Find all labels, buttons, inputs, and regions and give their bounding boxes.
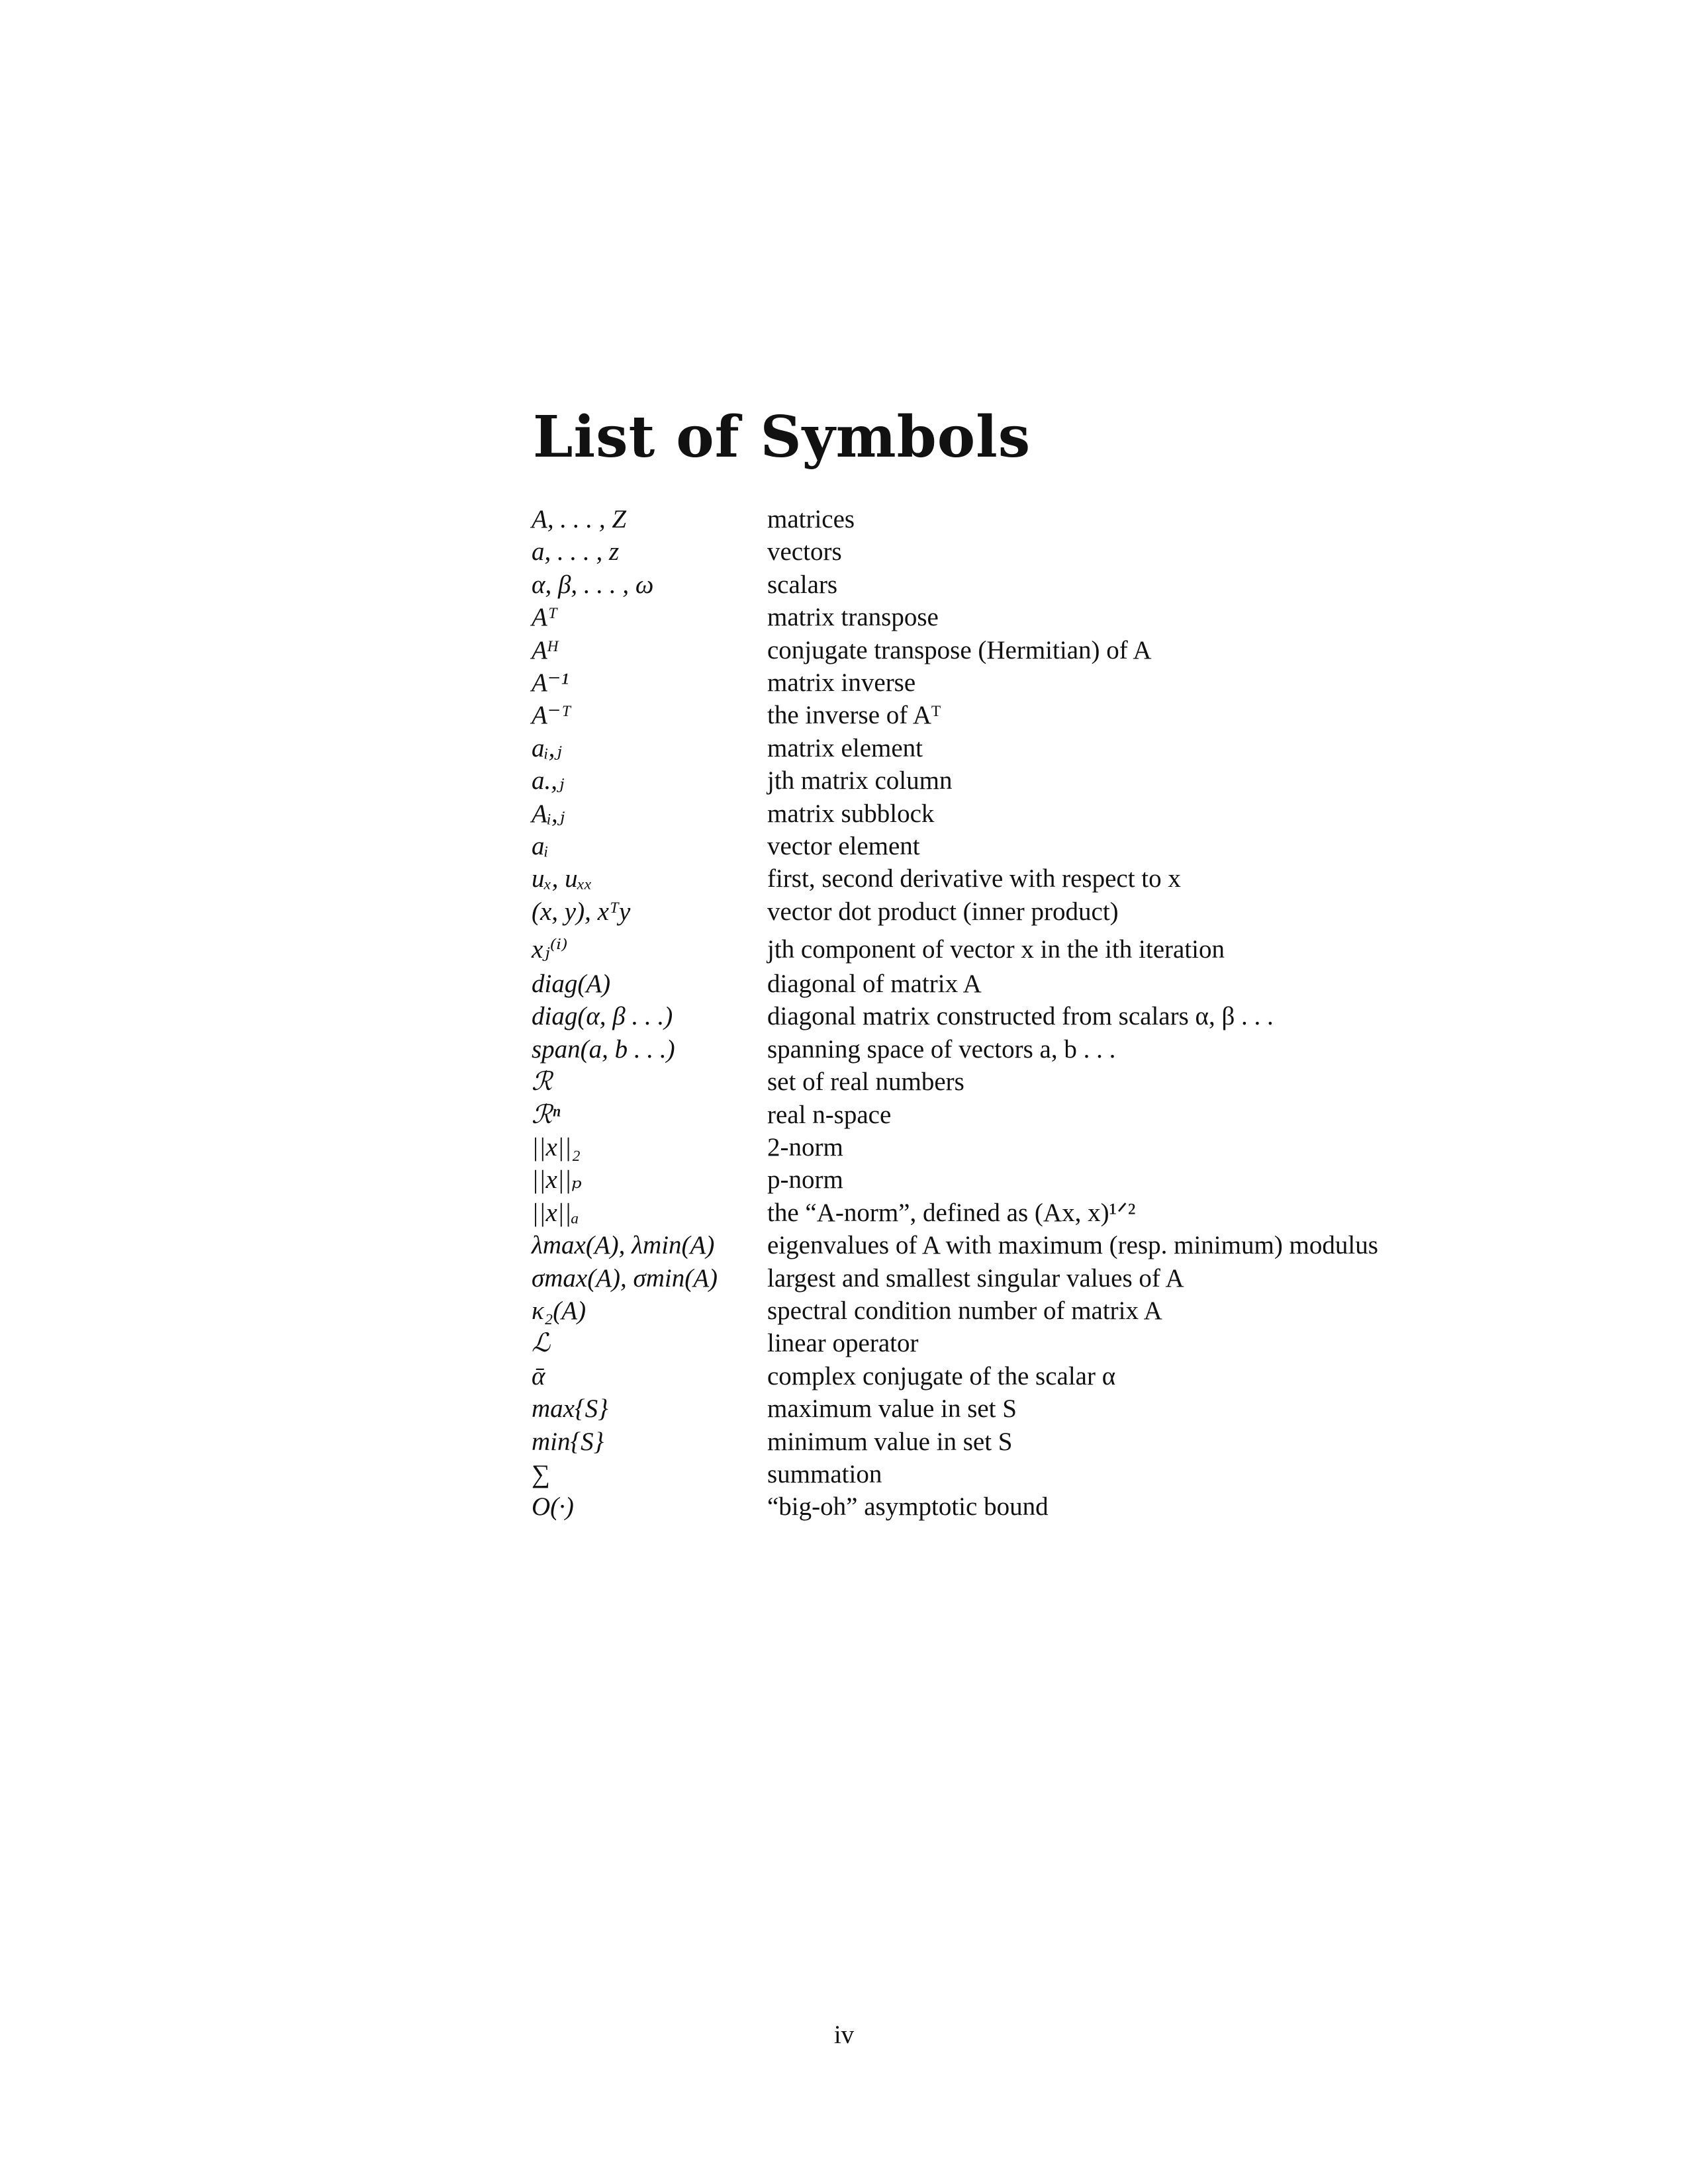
symbol: Aᵀ [532,603,557,632]
symbol-description: p-norm [767,1165,843,1195]
symbol: (x, y), xᵀy [532,897,631,926]
symbol-row [532,1458,1491,1490]
symbol-row [532,1327,1491,1359]
symbol-row [532,862,1491,895]
symbol: a.,ⱼ [532,766,565,796]
symbol: Aᴴ [532,635,557,664]
symbol-row [532,1099,1491,1131]
symbol-row [532,601,1491,633]
symbol-row [532,764,1491,797]
symbol-row [532,1033,1491,1066]
symbol-row [532,1490,1491,1523]
symbol-row [532,666,1491,699]
symbol-description: matrix transpose [767,603,939,632]
symbol: diag(A) [532,970,611,999]
symbol-row [532,699,1491,731]
symbol-row [532,797,1491,830]
symbol-description: “big-oh” asymptotic bound [767,1492,1049,1522]
symbol: span(a, b . . .) [532,1034,675,1064]
symbol-row [532,1262,1491,1295]
symbol: ℒ [532,1329,551,1358]
symbol: ᾱ [532,1361,545,1390]
symbol: λmax(A), λmin(A) [532,1231,715,1260]
symbol-description: jth matrix column [767,766,953,796]
symbol-row [532,895,1491,928]
symbol: σmax(A), σmin(A) [532,1263,718,1293]
symbol: a, . . . , z [532,537,620,567]
symbol-list [532,503,1491,1524]
symbol-description: diagonal matrix constructed from scalars α, β . . . [767,1002,1274,1031]
symbol-row [532,1295,1491,1327]
symbol-row [532,1131,1491,1163]
symbol-description: vector element [767,831,920,860]
symbol-description: scalars [767,570,838,599]
symbol-description: largest and smallest singular values of A [767,1263,1184,1293]
symbol-row [532,1066,1491,1098]
symbol-row [532,830,1491,862]
symbol: ℛⁿ [532,1100,561,1129]
symbol-description: complex conjugate of the scalar α [767,1361,1116,1390]
symbol-description: the inverse of Aᵀ [767,701,941,730]
symbol-row [532,1000,1491,1032]
symbol-description: vectors [767,537,842,567]
symbol-description: diagonal of matrix A [767,970,982,999]
symbol-description: spectral condition number of matrix A [767,1296,1162,1325]
symbol: aᵢ [532,831,549,860]
symbol-row [532,928,1491,968]
symbol: ||x||ₐ [532,1198,579,1227]
symbol-description: matrix element [767,733,923,762]
symbol-description: spanning space of vectors a, b . . . [767,1034,1116,1064]
symbol-row [532,569,1491,601]
symbol: O(·) [532,1492,574,1522]
symbol: max{S} [532,1394,608,1424]
symbol-row [532,732,1491,764]
symbol-description: the “A-norm”, defined as (Ax, x)¹ᐟ² [767,1198,1136,1227]
symbol: aᵢ,ⱼ [532,733,562,762]
symbol-description: real n-space [767,1100,892,1129]
symbol-row [532,1426,1491,1458]
symbol-description: matrix inverse [767,668,916,697]
symbol-row [532,1197,1491,1229]
symbol-description: set of real numbers [767,1068,964,1097]
symbol: xⱼ⁽ⁱ⁾ [532,935,568,964]
symbol-description: conjugate transpose (Hermitian) of A [767,635,1152,664]
symbol: uₓ, uₓₓ [532,864,592,893]
symbol: min{S} [532,1427,604,1456]
symbol: ℛ [532,1068,553,1097]
symbol: A, . . . , Z [532,505,627,533]
symbol: α, β, . . . , ω [532,570,654,599]
symbol-description: maximum value in set S [767,1394,1017,1424]
symbol-row [532,968,1491,1000]
symbol-description: summation [767,1459,882,1488]
page-number: iv [833,2021,855,2049]
symbol-description: jth component of vector x in the ith iteration [767,935,1225,964]
symbol-description: minimum value in set S [767,1427,1013,1456]
symbol-row [532,1392,1491,1425]
symbol-row [532,634,1491,666]
symbol-description: linear operator [767,1329,919,1358]
symbol-description: matrix subblock [767,799,935,828]
page-title: List of Symbols [533,404,1031,471]
symbol-row [532,535,1491,568]
symbol: A⁻¹ [532,668,569,697]
symbol-row [532,1163,1491,1196]
symbol: κ₂(A) [532,1296,586,1325]
symbol: ||x||₂ [532,1133,581,1162]
symbol-description: matrices [767,505,855,533]
symbol: ∑ [532,1459,550,1488]
symbol-description: first, second derivative with respect to x [767,864,1181,893]
symbol-row [532,1360,1491,1392]
symbol-description: 2-norm [767,1133,843,1162]
symbol: diag(α, β . . .) [532,1002,673,1031]
symbol-row [532,1229,1491,1261]
symbol: Aᵢ,ⱼ [532,799,565,828]
symbol: ||x||ₚ [532,1165,582,1195]
symbol-row [532,503,1491,535]
symbol-description: eigenvalues of A with maximum (resp. minimum) modulus [767,1231,1378,1260]
symbol-description: vector dot product (inner product) [767,897,1119,926]
symbol: A⁻ᵀ [532,701,571,730]
